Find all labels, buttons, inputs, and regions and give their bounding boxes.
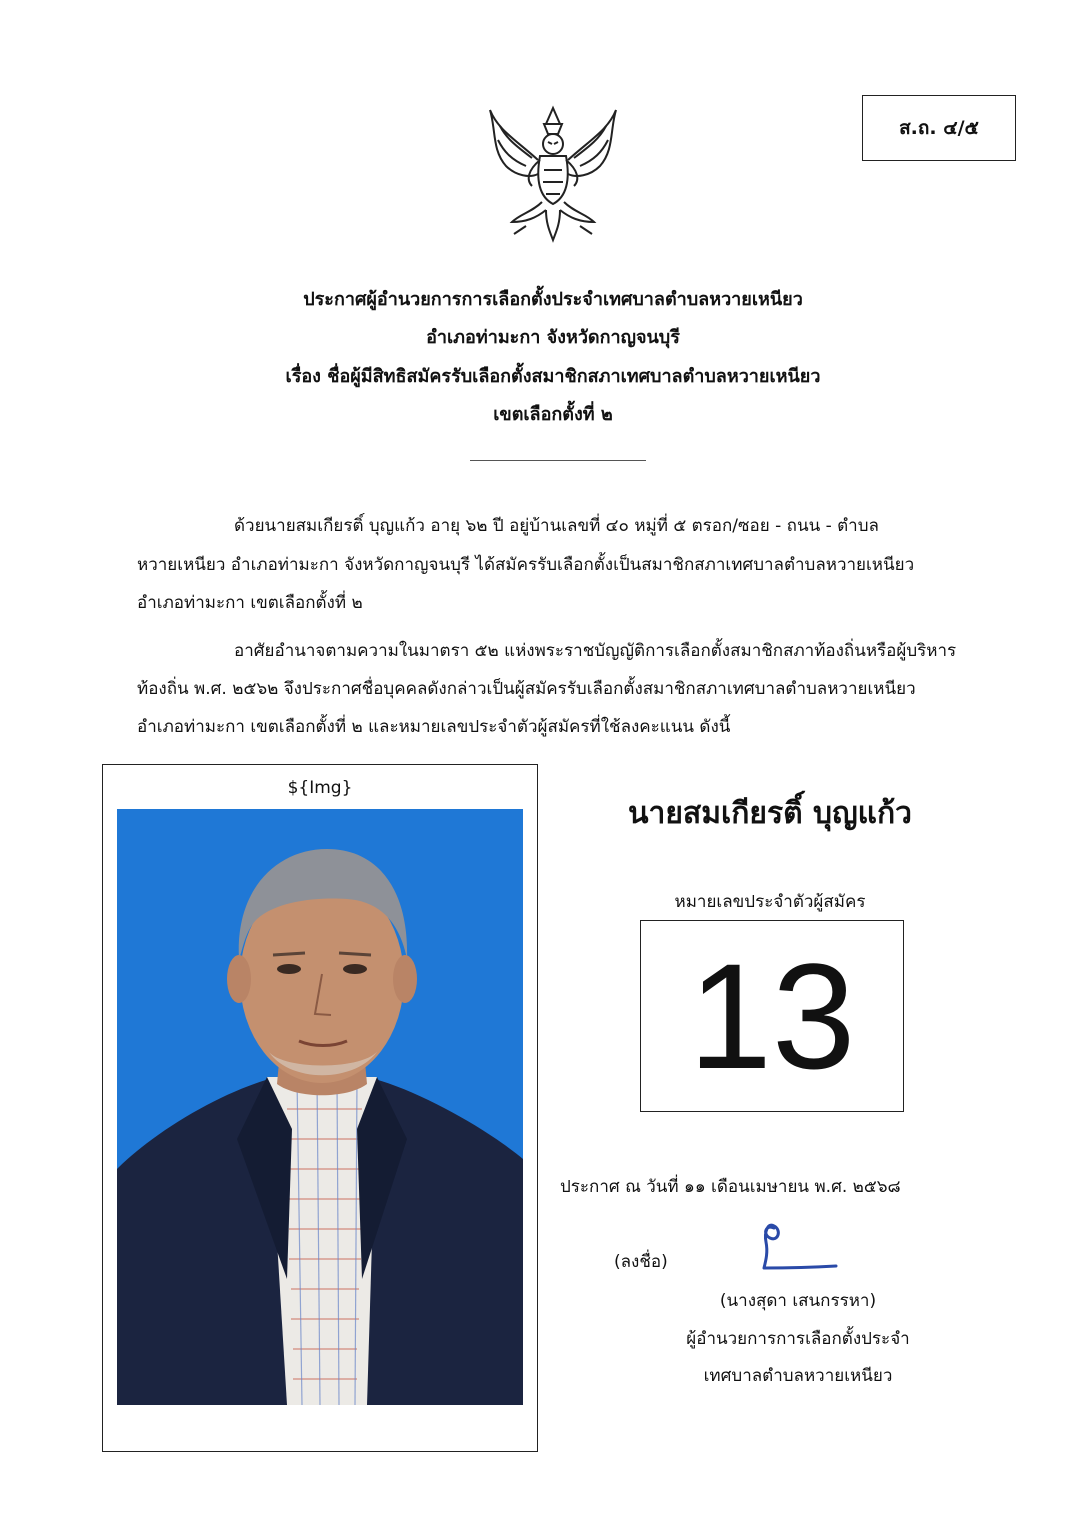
subject-heading: เรื่อง ชื่อผู้มีสิทธิสมัครรับเลือกตั้งสมาชิกสภาเทศบาลตำบลหวายเหนียว	[285, 366, 821, 387]
divider	[470, 460, 646, 461]
candidate-number-box	[640, 920, 904, 1112]
candidate-photo	[117, 809, 523, 1405]
announcement-heading: ประกาศผู้อำนวยการการเลือกตั้งประจำเทศบาลตำบลหวายเหนียว	[303, 289, 803, 310]
form-code-box	[862, 95, 1016, 161]
candidate-number-label: หมายเลขประจำตัวผู้สมัคร	[674, 892, 866, 912]
image-placeholder-label: ${Img}	[287, 778, 353, 798]
district-heading: อำเภอท่ามะกา จังหวัดกาญจนบุรี	[426, 327, 680, 348]
signer-title-line2: เทศบาลตำบลหวายเหนียว	[703, 1366, 893, 1386]
candidate-name: นายสมเกียรติ์ บุญแก้ว	[627, 796, 912, 831]
para1-line3: อำเภอท่ามะกา เขตเลือกตั้งที่ ๒	[137, 593, 363, 613]
para1-line2: หวายเหนียว อำเภอท่ามะกา จังหวัดกาญจนบุรี ได้สมัครรับเลือกตั้งเป็นสมาชิกสภาเทศบาลตำบลหวายเหนียว	[137, 555, 915, 575]
candidate-number: 13	[688, 932, 856, 1100]
constituency-heading: เขตเลือกตั้งที่ ๒	[493, 404, 613, 425]
signed-label: (ลงชื่อ)	[614, 1252, 668, 1272]
garuda-emblem-icon	[486, 100, 620, 246]
signature-mark	[752, 1218, 844, 1274]
candidate-portrait-image	[117, 809, 523, 1405]
para2-line2: ท้องถิ่น พ.ศ. ๒๕๖๒ จึงประกาศชื่อบุคคลดังกล่าวเป็นผู้สมัครรับเลือกตั้งสมาชิกสภาเทศบาลตำบลหวายเหนียว	[137, 679, 916, 699]
para1-line1: ด้วยนายสมเกียรติ์ บุญแก้ว อายุ ๖๒ ปี อยู่บ้านเลขที่ ๔๐ หมู่ที่ ๕ ตรอก/ซอย - ถนน - ตำบล	[234, 516, 879, 536]
announcement-date: ประกาศ ณ วันที่ ๑๑ เดือนเมษายน พ.ศ. ๒๕๖๘	[560, 1177, 901, 1197]
para2-line3: อำเภอท่ามะกา เขตเลือกตั้งที่ ๒ และหมายเลขประจำตัวผู้สมัครที่ใช้ลงคะแนน ดังนี้	[137, 717, 731, 737]
form-code: ส.ถ. ๔/๕	[899, 117, 979, 139]
para2-line1: อาศัยอำนาจตามความในมาตรา ๕๒ แห่งพระราชบัญญัติการเลือกตั้งสมาชิกสภาท้องถิ่นหรือผู้บริหาร	[234, 641, 957, 661]
signer-name: (นางสุดา เสนกรรหา)	[719, 1291, 877, 1311]
signer-title-line1: ผู้อำนวยการการเลือกตั้งประจำ	[686, 1329, 910, 1349]
